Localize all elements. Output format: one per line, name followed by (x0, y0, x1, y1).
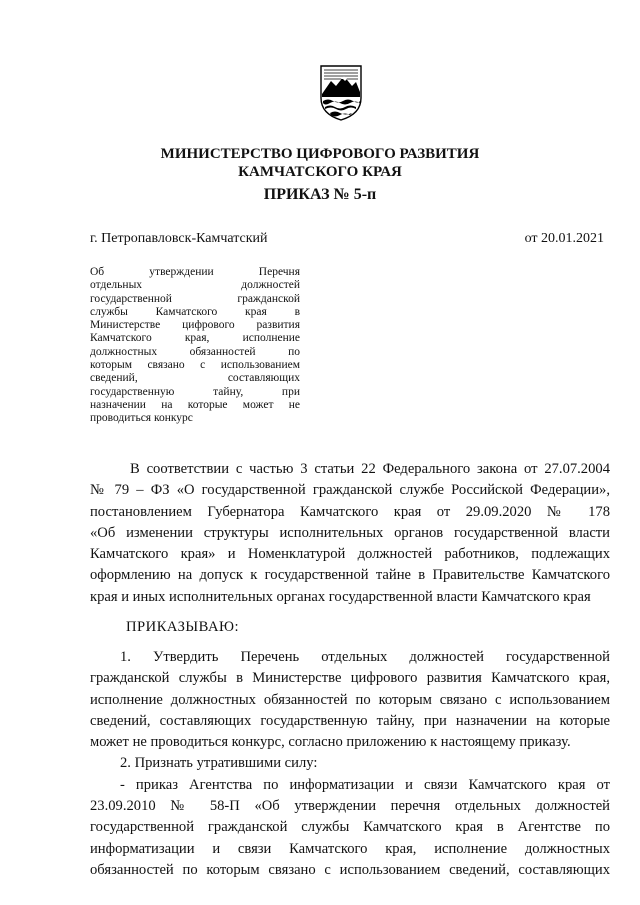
ministry-name-line2: КАМЧАТСКОГО КРАЯ (238, 164, 402, 180)
subject-line: которым связано с использованием (90, 359, 300, 372)
item-line: 1. Утвердить Перечень отдельных должностей государственной (120, 649, 610, 665)
item-line: государственной гражданской службы Камчатского края в Агентстве по (90, 819, 610, 836)
subject-line: государственной гражданской (90, 292, 300, 305)
item-line: сведений, составляющих государственную тайну, при назначении на которые (90, 712, 610, 729)
preamble-line: «Об изменении структуры исполнительных органов государственной власти (90, 524, 610, 541)
preamble-line: № 79 – ФЗ «О государственной гражданской службе Российской Федерации», (90, 482, 610, 499)
item-line: может не проводиться конкурс, согласно приложению к настоящему приказу. (90, 734, 571, 751)
item-line: 23.09.2010 № 58-П «Об утверждении перечня отдельных должностей (90, 798, 610, 815)
ministry-name-line1: МИНИСТЕРСТВО ЦИФРОВОГО РАЗВИТИЯ (160, 146, 480, 162)
item-line: исполнение должностных обязанностей по которым связано с использованием (90, 691, 610, 708)
preamble-line: края и иных исполнительных органах государственной власти Камчатского края (90, 588, 591, 605)
order-items (90, 647, 610, 881)
item-line: гражданской службы в Министерстве цифрового развития Камчатского края, (90, 670, 610, 687)
item-line: 2. Признать утратившими силу: (120, 755, 318, 772)
subject-line: отдельных должностей (90, 279, 300, 292)
city: г. Петропавловск-Камчатский (90, 231, 268, 246)
item-line: обязанностей по которым связано с использованием сведений, составляющих (90, 861, 610, 878)
item-line: информатизации и связи Камчатского края, исполнение должностных (90, 840, 610, 857)
order-command: ПРИКАЗЫВАЮ: (126, 619, 240, 635)
kamchatka-coat-of-arms-icon (318, 64, 364, 122)
preamble-paragraph (90, 459, 610, 608)
subject-line: Министерстве цифрового развития (90, 319, 300, 332)
subject-line: службы Камчатского края в (90, 305, 300, 318)
subject-line: проводиться конкурс (90, 412, 193, 425)
subject-line: назначении на которые может не (90, 398, 300, 411)
subject-line: должностных обязанностей по (90, 345, 300, 358)
subject-line: Об утверждении Перечня (90, 266, 300, 278)
subject-line: Камчатского края, исполнение (90, 332, 300, 345)
subject-line: сведений, составляющих (90, 372, 300, 385)
subject-line: государственную тайну, при (90, 385, 300, 398)
item-line: - приказ Агентства по информатизации и связи Камчатского края от (120, 776, 610, 793)
order-date: от 20.01.2021 (524, 231, 604, 246)
preamble-line: оформлению на допуск к государственной тайне в Правительстве Камчатского (90, 567, 610, 584)
preamble-line: постановлением Губернатора Камчатского края от 29.09.2020 № 178 (90, 503, 610, 520)
preamble-line: Камчатского края» и Номенклатурой должностей работников, подлежащих (90, 546, 610, 563)
order-subject (90, 266, 300, 426)
order-title: ПРИКАЗ № 5-п (263, 186, 377, 203)
preamble-line: В соответствии с частью 3 статьи 22 Федерального закона от 27.07.2004 (130, 461, 610, 477)
